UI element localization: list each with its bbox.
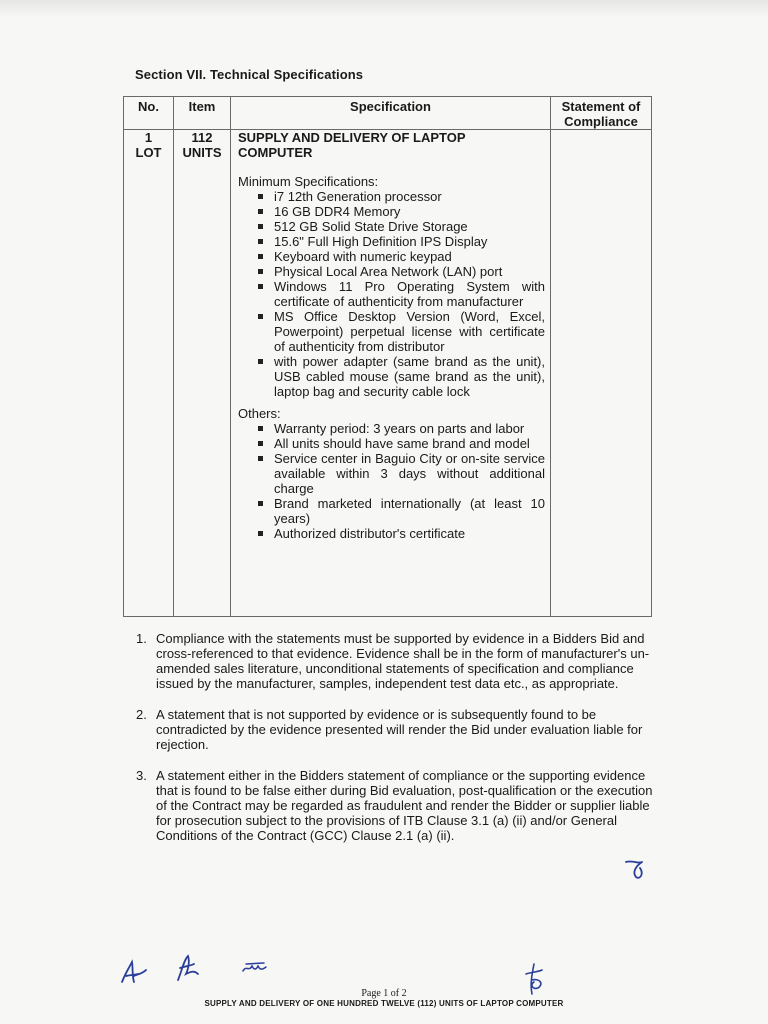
- others-heading: Others:: [238, 406, 281, 421]
- lot-number: 1: [144, 130, 153, 145]
- minimum-specs-list: [238, 189, 545, 399]
- note-text: A statement that is not supported by evidence or is subsequently found to be contradicted by the evidence presented will render the Bid under evaluation liable for rejection.: [156, 707, 643, 752]
- minimum-spec-item-text: 15.6" Full High Definition IPS Display: [274, 234, 488, 249]
- others-item: [258, 421, 545, 436]
- minimum-spec-item-text: i7 12th Generation processor: [274, 189, 442, 204]
- initial-signature-1: [116, 954, 152, 988]
- cell-specification: [231, 130, 551, 617]
- bullet-icon: [258, 269, 263, 274]
- table-row: [124, 130, 652, 617]
- minimum-spec-item: [258, 354, 545, 399]
- cell-item: [174, 130, 231, 617]
- spec-title-line2: COMPUTER: [238, 145, 313, 160]
- lot-label: LOT: [135, 145, 162, 160]
- bullet-icon: [258, 209, 263, 214]
- others-item-text: All units should have same brand and model: [274, 436, 530, 451]
- bullet-icon: [258, 314, 263, 319]
- others-item: [258, 496, 545, 526]
- note-item: [136, 768, 656, 843]
- others-item-text: Authorized distributor's certificate: [274, 526, 466, 541]
- note-text: A statement either in the Bidders statement of compliance or the supporting evidence that is found to be false either during Bid evaluation, post-qualification or the execution of the Contract may be regarded as fraudulent and render the Bidder or supplier liable for prosecution subject to the provisions of ITB Clause 3.1 (a) (ii) and/or General Conditions of the Contract (GCC) Clause 2.1 (a) (ii).: [156, 768, 653, 843]
- bullet-icon: [258, 224, 263, 229]
- item-unit: UNITS: [182, 145, 222, 160]
- minimum-specs-heading: Minimum Specifications:: [238, 174, 379, 189]
- bullet-icon: [258, 359, 263, 364]
- others-item-text: Warranty period: 3 years on parts and labor: [274, 421, 525, 436]
- header-specification: Specification: [231, 97, 551, 130]
- minimum-spec-item: [258, 264, 545, 279]
- minimum-spec-item-text: with power adapter (same brand as the unit), USB cabled mouse (same brand as the unit), laptop bag and security cable lock: [274, 354, 545, 399]
- minimum-spec-item: [258, 189, 545, 204]
- bullet-icon: [258, 531, 263, 536]
- others-item: [258, 436, 545, 451]
- spec-table: [123, 96, 652, 617]
- initial-signature-right: [622, 856, 652, 882]
- note-number: 3.: [136, 768, 147, 783]
- section-title: Section VII. Technical Specifications: [135, 67, 364, 82]
- bullet-icon: [258, 194, 263, 199]
- note-number: 2.: [136, 707, 147, 722]
- bullet-icon: [258, 456, 263, 461]
- minimum-spec-item: [258, 249, 545, 264]
- compliance-notes: [136, 631, 656, 859]
- others-item: [258, 526, 545, 541]
- note-number: 1.: [136, 631, 147, 646]
- bullet-icon: [258, 284, 263, 289]
- others-list: [238, 421, 545, 541]
- minimum-spec-item-text: Physical Local Area Network (LAN) port: [274, 264, 503, 279]
- minimum-spec-item-text: MS Office Desktop Version (Word, Excel, Powerpoint) perpetual license with certificate of authenticity from distributor: [274, 309, 545, 354]
- header-statement-line1: Statement of: [561, 99, 641, 114]
- note-item: [136, 707, 656, 752]
- note-item: [136, 631, 656, 691]
- header-statement-of-compliance: [551, 97, 652, 130]
- others-item-text: Service center in Baguio City or on-site service available within 3 days without additional charge: [274, 451, 545, 496]
- minimum-spec-item-text: 16 GB DDR4 Memory: [274, 204, 401, 219]
- minimum-spec-item: [258, 219, 545, 234]
- table-header-row: [124, 97, 652, 130]
- item-quantity: 112: [191, 130, 213, 145]
- minimum-spec-item: [258, 309, 545, 354]
- others-item-text: Brand marketed internationally (at least 10 years): [274, 496, 545, 526]
- minimum-spec-item-text: 512 GB Solid State Drive Storage: [274, 219, 468, 234]
- spec-title-line1: SUPPLY AND DELIVERY OF LAPTOP: [238, 130, 466, 145]
- others-item: [258, 451, 545, 496]
- initial-signature-3: [240, 960, 270, 976]
- header-statement-line2: Compliance: [564, 114, 638, 129]
- header-item: Item: [174, 97, 231, 130]
- bullet-icon: [258, 501, 263, 506]
- minimum-spec-item: [258, 279, 545, 309]
- bullet-icon: [258, 441, 263, 446]
- cell-statement-of-compliance: [551, 130, 652, 617]
- minimum-spec-item-text: Keyboard with numeric keypad: [274, 249, 452, 264]
- minimum-spec-item: [258, 234, 545, 249]
- header-no: No.: [124, 97, 174, 130]
- scan-edge: [0, 0, 768, 18]
- initial-signature-2: [170, 950, 204, 986]
- bullet-icon: [258, 426, 263, 431]
- footer-page-number: Page 1 of 2: [361, 988, 407, 999]
- footer-title: SUPPLY AND DELIVERY OF ONE HUNDRED TWELVE (112) UNITS OF LAPTOP COMPUTER: [204, 999, 564, 1008]
- note-text: Compliance with the statements must be supported by evidence in a Bidders Bid and cross-referenced to that evidence. Evidence shall be in the form of manufacturer's un-amended sales literature, unconditional statements of specification and compliance issued by the manufacturer, samples, independent test data etc., as appropriate.: [156, 631, 650, 691]
- minimum-spec-item: [258, 204, 545, 219]
- bullet-icon: [258, 239, 263, 244]
- cell-no: [124, 130, 174, 617]
- bullet-icon: [258, 254, 263, 259]
- minimum-spec-item-text: Windows 11 Pro Operating System with certificate of authenticity from manufacturer: [274, 279, 545, 309]
